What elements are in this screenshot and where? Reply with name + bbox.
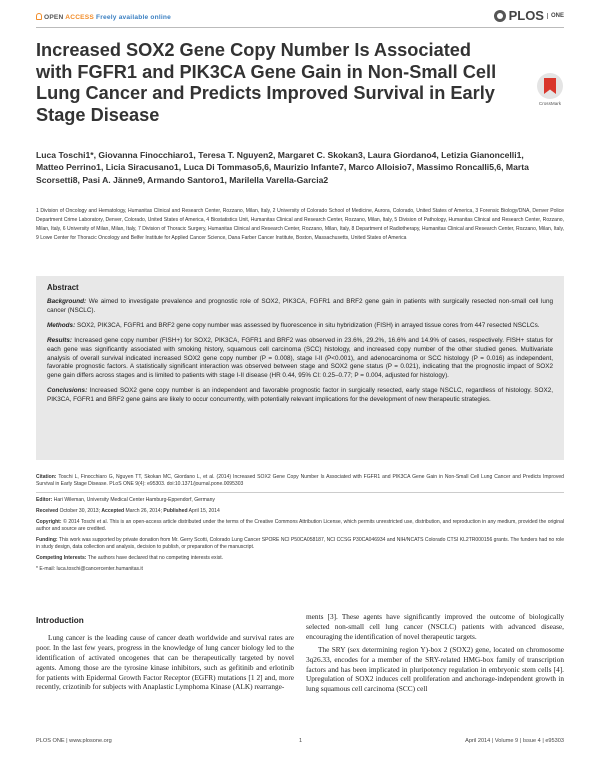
conclusions-text: Increased SOX2 gene copy number is an independent and favorable prognostic factor in surgically resected, early stage NSCLC, regardless of histology. SOX2, PIK3CA, FGFR1 and BRF2 gene gains are likely to occur concurrently, with potentially relevant implications for the development of new therapeutic strategies.: [47, 387, 553, 404]
affiliations: 1 Division of Oncology and Hematology, Humanitas Clinical and Research Center, Rozzano, Milan, Italy, 2 University of Colorado School of Medicine, Aurora, Colorado, United States of America, 3 Forensic Biology/DNA, Denver Police Department Crime Laboratory, Denver, Colorado, United States of America, 4 Biostatistics Unit, Humanitas Clinical and Research Center, Rozzano, Milan, Italy, 5 Division of Pathology, Humanitas Clinical and Research Center, Rozzano, Milan, Italy, 6 University of Milan, Milan, Italy, 7 Division of Thoracic Surgery, Humanitas Clinical and Research Center, Rozzano, Milan, Italy, 8 Department of Radiotherapy, Humanitas Clinical and Research Center, Rozzano, Milan, Italy, 9 Lowe Center for Thoracic Oncology and Belfer Institute for Applied Cancer Science, Dana Farber Cancer Institute, Boston, Massachusetts, United States of America: [36, 208, 564, 241]
crossmark-badge[interactable]: [529, 73, 571, 106]
funding: [36, 537, 564, 551]
citation-text: Toschi L, Finocchiaro G, Nguyen TT, Skokan MC, Giordano L, et al. (2014) Increased SOX2 Gene Copy Number Is Associated with FGFR1 and PIK3CA Gene Gain in Non-Small Cell Lung Cancer and Predicts Improved Survival in Early Stage Disease. PLoS ONE 9(4): e95303. doi:10.1371/journal.pone.0095303: [36, 474, 564, 487]
journal-sub: ONE: [547, 13, 564, 19]
plos-circle-icon: [494, 10, 506, 22]
competing-interests: [36, 555, 564, 562]
freely-available-label: Freely available online: [96, 14, 171, 21]
abstract-heading: Abstract: [47, 283, 79, 292]
competing-label: Competing Interests:: [36, 555, 87, 561]
header-divider: [36, 27, 564, 28]
plos-one-logo[interactable]: [494, 8, 564, 23]
introduction-heading: Introduction: [36, 616, 84, 625]
abstract-conclusions: [47, 387, 553, 405]
article-metadata: [36, 474, 564, 577]
meta-divider: [36, 492, 564, 493]
copyright-label: Copyright:: [36, 519, 62, 525]
access-label: ACCESS: [65, 14, 94, 21]
body-column-left: [36, 611, 294, 695]
article-title: Increased SOX2 Gene Copy Number Is Associated with FGFR1 and PIK3CA Gene Gain in Non-Small Cell Lung Cancer and Predicts Improved Survival in Early Stage Disease: [36, 40, 497, 125]
body-column-right: [306, 612, 564, 697]
published-label: Published: [163, 508, 188, 514]
methods-text: SOX2, PIK3CA, FGFR1 and BRF2 gene copy number was assessed by fluorescence in situ hybridization (FISH) in arrayed tissue cores from 447 resected NSCLCs.: [76, 321, 540, 329]
abstract-background: [47, 298, 553, 316]
background-label: Background:: [47, 298, 87, 305]
copyright: [36, 519, 564, 533]
crossmark-icon: [537, 73, 563, 99]
results-text: Increased gene copy number (FISH+) for SOX2, PIK3CA, FGFR1 and BRF2 was observed in 23.6%, 29.2%, 16.6% and 14.9% of cases, respectively. FISH+ status for each gene was significantly associated with smoking history, squamous cell carcinoma (SCC) histology, and increased copy number of the other studied genes. Multivariate analysis of overall survival indicated increased SOX2 gene copy number (P = 0.008), stage I-II (P<0.001), and adenocarcinoma or SCC histology (P = 0.016) as independent, favorable prognostic factors. A statistically significant interaction was observed between stage and SOX2 gene status (P = 0.021), indicating that the prognostic impact of SOX2 gene gain differs across stages and is limited to patients with stage I-II disease (HR 0.44, 95% CI: 0.25–0.77; P = 0.004, adjusted for histology).: [47, 336, 554, 380]
accepted-label: Accepted: [101, 508, 125, 514]
abstract-results: [47, 337, 553, 382]
received-label: Received: [36, 508, 59, 514]
published-date: April 15, 2014: [188, 508, 220, 514]
citation: [36, 474, 564, 488]
accepted-date: March 26, 2014;: [125, 508, 162, 514]
footer-issue: April 2014 | Volume 9 | Issue 4 | e95303: [465, 738, 564, 744]
funding-label: Funding:: [36, 537, 58, 543]
competing-text: The authors have declared that no competing interests exist.: [87, 555, 224, 561]
received-date: October 30, 2013;: [59, 508, 100, 514]
editor-text: Hari Wileman, University Medical Center Hamburg-Eppendorf, Germany: [53, 497, 215, 503]
copyright-text: © 2014 Toschi et al. This is an open-access article distributed under the terms of the Creative Commons Attribution License, which permits unrestricted use, distribution, and reproduction in any medium, provided the original author and source are credited.: [36, 519, 565, 532]
funding-text: This work was supported by private donation from Mr. Gerry Scotti, Colorado Lung Cancer SPORE NCI P50CA058187, NCI CCSG P30CA046934 and NIH/NCATS Colorado CTSI KL2TR000156 grants. The funders had no role in study design, data collection and analysis, decision to publish, or preparation of the manuscript.: [36, 537, 565, 550]
methods-label: Methods:: [47, 321, 76, 329]
journal-word: PLOS: [508, 8, 544, 23]
open-label: OPEN: [44, 14, 64, 21]
open-access-banner: [36, 13, 171, 21]
body-paragraph: ments [3]. These agents have significantly improved the outcome of biologically selected non-small cell lung cancer (NSCLC) patients with advanced disease, encouraging the identification of novel therapeutic targets.: [306, 612, 564, 641]
editor: [36, 497, 564, 504]
editor-label: Editor:: [36, 497, 53, 503]
footer-page-number: 1: [299, 738, 303, 744]
footer-journal[interactable]: PLOS ONE | www.plosone.org: [36, 738, 112, 744]
body-paragraph: Lung cancer is the leading cause of cancer death worldwide and survival rates are poor. In the last few years, progress in the knowledge of lung cancer biology led to the identification of activated oncogenes that can be therapeutically targeted by novel agents. Among those are the tyrosine kinase inhibitors, such as gefitinib and erlotinib for patients with Epidermal Growth Factor Receptor (EGFR) mutations [1 2] and, more recently, crizotinib for subjects with Anaplastic Lymphoma Kinase (ALK) rearrange-: [36, 632, 294, 692]
abstract-box: [36, 276, 564, 460]
author-list: Luca Toschi1*, Giovanna Finocchiaro1, Teresa T. Nguyen2, Margaret C. Skokan3, Laura Giordano4, Letizia Gianoncelli1, Matteo Perrino1, Licia Siracusano1, Luca Di Tommaso5,6, Maurizio Infante7, Marco Alloisio7, Massimo Roncalli5,6, Marta Scorsetti8, Pasi A. Jänne9, Armando Santoro1, Marilella Varella-Garcia2: [36, 150, 529, 185]
body-paragraph: The SRY (sex determining region Y)-box 2 (SOX2) gene, located on chromosome 3q26.33, encodes for a member of the SRY-related HMG-box family of transcription factors and has been implicated in pluripotency regulation in embryonic stem cells [4]. Upregulation of SOX2 induces cell proliferation and anchorage-independent growth in lung squamous cell carcinoma (SCC) cell: [306, 644, 564, 694]
results-label: Results:: [47, 336, 73, 344]
corresponding-email[interactable]: * E-mail: luca.toschi@cancercenter.humanitas.it: [36, 566, 143, 572]
crossmark-label: CrossMark: [538, 101, 562, 106]
background-text: We aimed to investigate prevalence and prognostic role of SOX2, PIK3CA, FGFR1 and BRF2 gene gain in patients with surgically resected non-small cell lung cancer (NSCLC).: [47, 298, 553, 314]
open-access-lock-icon: [36, 13, 42, 20]
citation-label: Citation:: [36, 474, 57, 480]
abstract-methods: [47, 322, 553, 331]
conclusions-label: Conclusions:: [47, 387, 88, 395]
dates: [36, 508, 564, 515]
